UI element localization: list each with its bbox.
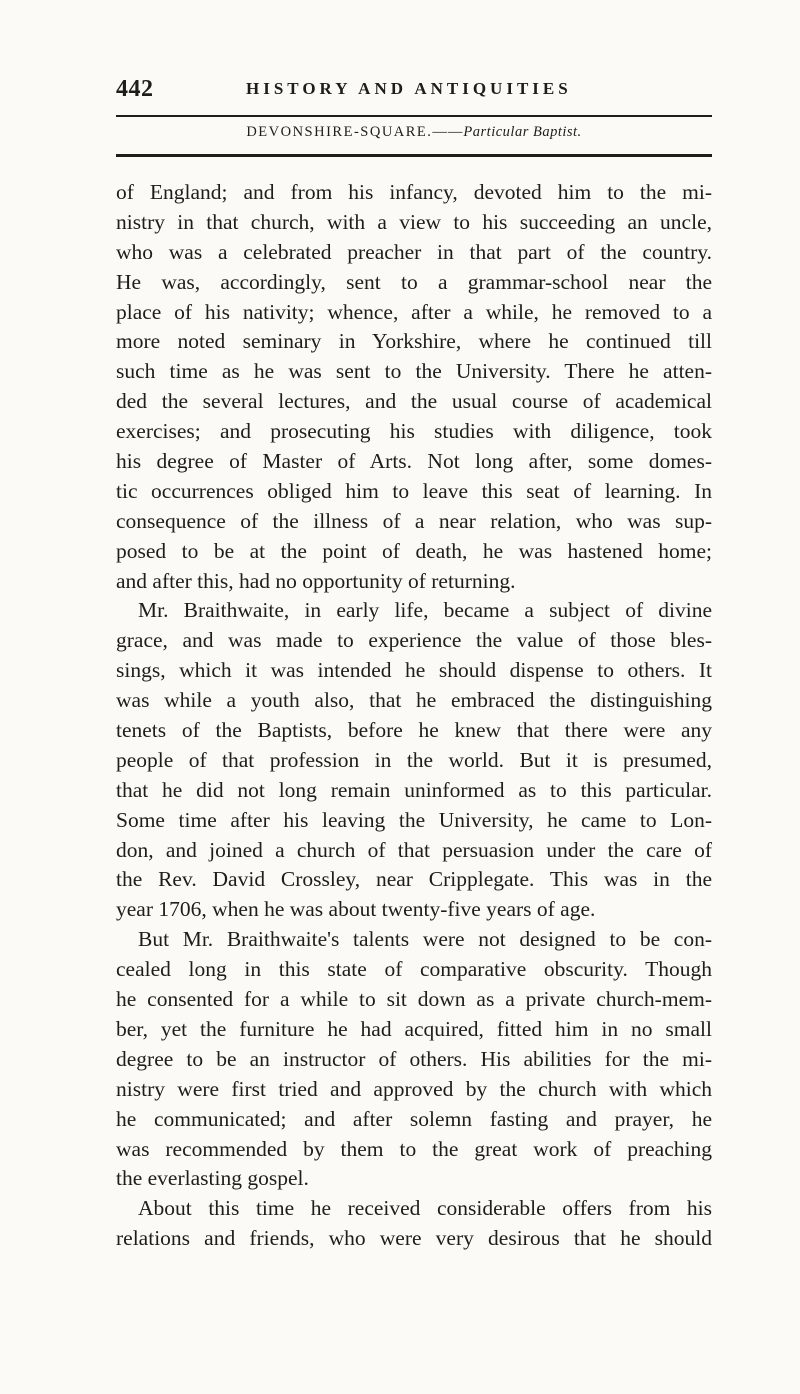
text-line: sings, which it was intended he should dispense to others. It [116, 658, 712, 683]
text-line: ded the several lectures, and the usual course of academical [116, 389, 712, 414]
text-line: Some time after his leaving the University, he came to Lon- [116, 807, 712, 832]
text-line: grace, and was made to experience the value of those bles- [116, 628, 712, 653]
text-line: the everlasting gospel. [116, 1166, 309, 1191]
text-line: he consented for a while to sit down as a private church-mem- [116, 987, 712, 1012]
text-line: and after this, had no opportunity of returning. [116, 568, 516, 593]
text-line: more noted seminary in Yorkshire, where he continued till [116, 329, 712, 354]
subhead-rule [116, 154, 712, 157]
text-line: nistry in that church, with a view to his succeeding an uncle, [116, 209, 712, 234]
text-line: of England; and from his infancy, devoted him to the mi- [116, 180, 712, 204]
text-line: his degree of Master of Arts. Not long after, some domes- [116, 449, 712, 474]
body-text [116, 178, 712, 1254]
header-rule [116, 115, 712, 117]
section-dash: —— [432, 124, 464, 140]
text-line: such time as he was sent to the University. There he atten- [116, 359, 712, 384]
text-line: year 1706, when he was about twenty-five years of age. [116, 897, 596, 922]
text-line: But Mr. Braithwaite's talents were not designed to be con- [138, 927, 712, 952]
text-line: don, and joined a church of that persuasion under the care of [116, 837, 712, 862]
section-subject: Particular Baptist. [463, 124, 582, 140]
text-line: he communicated; and after solemn fasting and prayer, he [116, 1106, 712, 1131]
text-line: posed to be at the point of death, he was hastened home; [116, 538, 712, 563]
text-line: degree to be an instructor of others. His abilities for the mi- [116, 1046, 712, 1071]
page-number: 442 [116, 76, 154, 102]
running-head [116, 76, 716, 106]
text-line: ber, yet the furniture he had acquired, fitted him in no small [116, 1016, 712, 1041]
text-line: About this time he received considerable offers from his [138, 1196, 712, 1221]
text-line: consequence of the illness of a near relation, who was sup- [116, 508, 712, 533]
text-line: Mr. Braithwaite, in early life, became a subject of divine [138, 598, 712, 623]
text-line: people of that profession in the world. But it is presumed, [116, 747, 712, 772]
text-line: was while a youth also, that he embraced the distinguishing [116, 688, 712, 713]
text-line: the Rev. David Crossley, near Cripplegate. This was in the [116, 867, 712, 892]
text-line: relations and friends, who were very desirous that he should [116, 1226, 712, 1251]
text-line: exercises; and prosecuting his studies with diligence, took [116, 419, 712, 444]
text-line: that he did not long remain uninformed as to this particular. [116, 777, 712, 802]
section-place: DEVONSHIRE-SQUARE. [246, 124, 433, 140]
running-title: HISTORY AND ANTIQUITIES [246, 79, 572, 98]
section-subhead [116, 124, 712, 141]
text-line: cealed long in this state of comparative obscurity. Though [116, 957, 712, 982]
text-line: He was, accordingly, sent to a grammar-school near the [116, 269, 712, 294]
text-line: tenets of the Baptists, before he knew that there were any [116, 718, 712, 743]
text-line: nistry were first tried and approved by the church with which [116, 1076, 712, 1101]
text-line: who was a celebrated preacher in that part of the country. [116, 239, 712, 264]
text-line: place of his nativity; whence, after a while, he removed to a [116, 299, 712, 324]
text-line: was recommended by them to the great work of preaching [116, 1136, 712, 1161]
text-line: tic occurrences obliged him to leave this seat of learning. In [116, 478, 712, 503]
